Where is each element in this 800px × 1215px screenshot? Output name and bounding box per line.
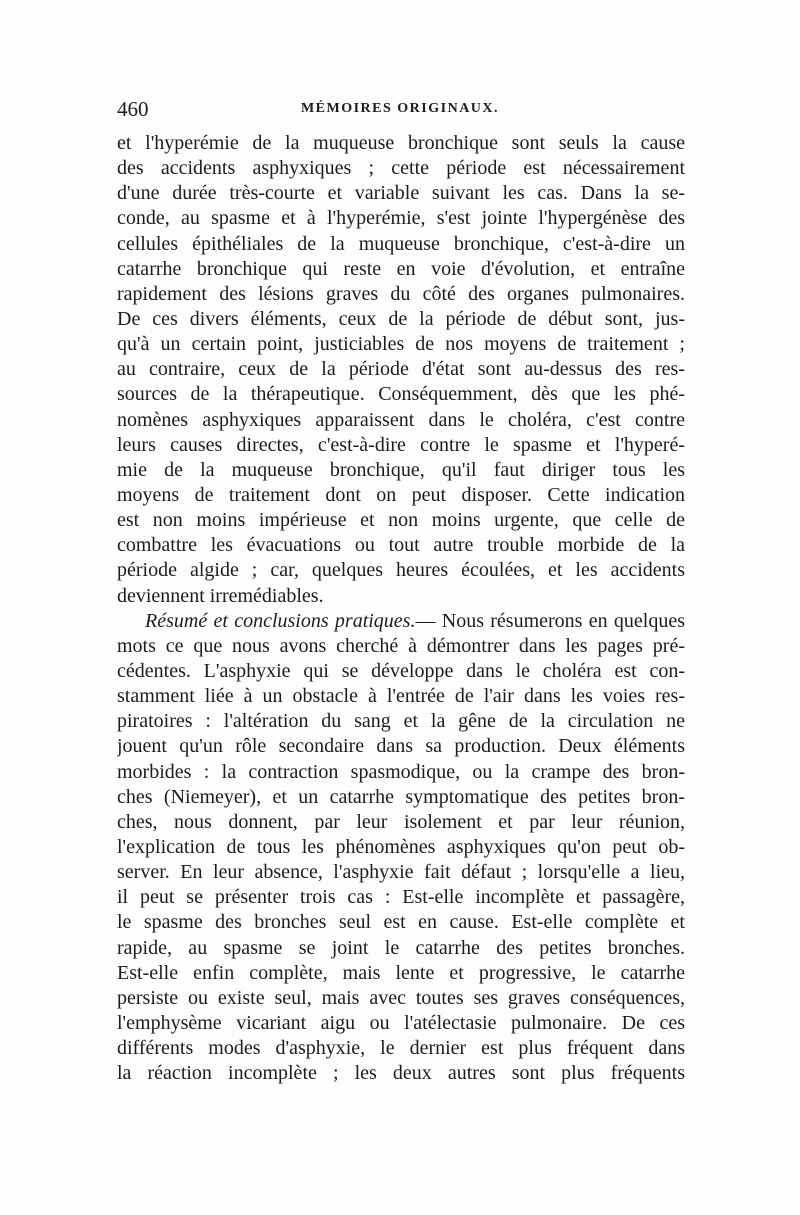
text-line: qu'à un certain point, justiciables de nos moyens de traitement ; <box>117 333 685 356</box>
text-line: stamment liée à un obstacle à l'entrée de l'air dans les voies res- <box>117 685 685 708</box>
page-number: 460 <box>117 97 149 121</box>
paragraph-2 <box>117 609 685 1087</box>
text-line: d'une durée très-courte et variable suivant les cas. Dans la se- <box>117 182 685 205</box>
page-header <box>117 96 683 122</box>
text-line: morbides : la contraction spasmodique, ou la crampe des bron- <box>117 760 685 783</box>
text-line: est non moins impérieuse et non moins urgente, que celle de <box>117 509 685 532</box>
text-line: combattre les évacuations ou tout autre trouble morbide de la <box>117 534 685 557</box>
text-line: l'emphysème vicariant aigu ou l'atélectasie pulmonaire. De ces <box>117 1011 685 1034</box>
text-line: conde, au spasme et à l'hyperémie, s'est jointe l'hypergénèse des <box>117 207 685 230</box>
text-line: nomènes asphyxiques apparaissent dans le choléra, c'est contre <box>117 408 685 431</box>
section-run-in-heading: Résumé et conclusions pratiques. <box>145 609 416 632</box>
text-line: et l'hyperémie de la muqueuse bronchique sont seuls la cause <box>117 132 685 154</box>
text-line: ches, nous donnent, par leur isolement et par leur réunion, <box>117 810 685 833</box>
text-line: piratoires : l'altération du sang et la gêne de la circulation ne <box>117 710 685 733</box>
text-line: il peut se présenter trois cas : Est-elle incomplète et passagère, <box>117 886 685 909</box>
text-line: des accidents asphyxiques ; cette période est nécessairement <box>117 157 685 180</box>
running-title: MÉMOIRES ORIGINAUX. <box>300 101 500 116</box>
text-line: De ces divers éléments, ceux de la période de début sont, jus- <box>117 307 685 330</box>
text-line: sources de la thérapeutique. Conséquemment, dès que les phé- <box>117 383 685 406</box>
text-line: mots ce que nous avons cherché à démontrer dans les pages pré- <box>117 634 685 657</box>
text-line: période algide ; car, quelques heures écoulées, et les accidents <box>117 559 685 582</box>
text-line: le spasme des bronches seul est en cause. Est-elle complète et <box>117 911 685 934</box>
text-line: la réaction incomplète ; les deux autres sont plus fréquents <box>117 1062 685 1085</box>
text-line: persiste ou existe seul, mais avec toutes ses graves conséquences, <box>117 986 685 1009</box>
text-line: différents modes d'asphyxie, le dernier est plus fréquent dans <box>117 1037 685 1060</box>
text-line: deviennent irremédiables. <box>117 584 324 607</box>
text-line: cédentes. L'asphyxie qui se développe dans le choléra est con- <box>117 659 685 682</box>
text-fragment: — Nous résumerons en quelques <box>415 609 685 632</box>
text-line: cellules épithéliales de la muqueuse bronchique, c'est-à-dire un <box>117 232 685 255</box>
text-line: au contraire, ceux de la période d'état sont au-dessus des res- <box>117 358 685 381</box>
text-line: server. En leur absence, l'asphyxie fait défaut ; lorsqu'elle a lieu, <box>117 861 685 884</box>
text-line: jouent qu'un rôle secondaire dans sa production. Deux éléments <box>117 735 685 758</box>
text-line: rapide, au spasme se joint le catarrhe des petites bronches. <box>117 936 685 959</box>
text-line: ches (Niemeyer), et un catarrhe symptomatique des petites bron- <box>117 785 685 808</box>
text-line: leurs causes directes, c'est-à-dire contre le spasme et l'hyperé- <box>117 433 685 456</box>
text-line: l'explication de tous les phénomènes asphyxiques qu'on peut ob- <box>117 835 685 858</box>
text-line: moyens de traitement dont on peut disposer. Cette indication <box>117 483 685 506</box>
text-line <box>117 609 685 634</box>
paragraph-1 <box>117 131 685 609</box>
text-line: Est-elle enfin complète, mais lente et progressive, le catarrhe <box>117 961 685 984</box>
text-line: rapidement des lésions graves du côté des organes pulmonaires. <box>117 282 685 305</box>
text-line: mie de la muqueuse bronchique, qu'il faut diriger tous les <box>117 458 685 481</box>
text-line: catarrhe bronchique qui reste en voie d'évolution, et entraîne <box>117 257 685 280</box>
body-text <box>117 131 685 1086</box>
